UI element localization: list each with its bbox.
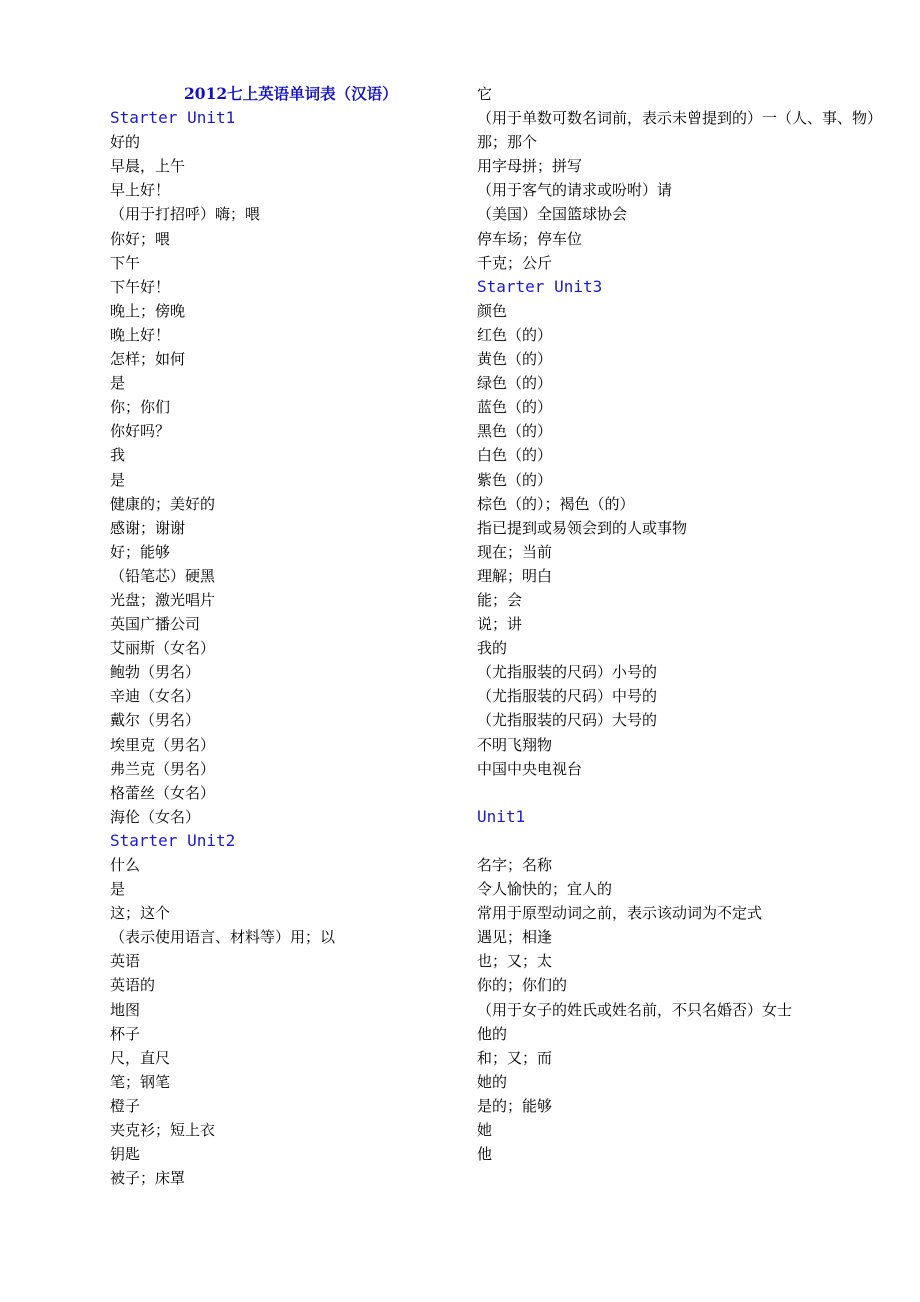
list-item: 他 (477, 1145, 493, 1164)
list-item: 被子；床罩 (110, 1169, 186, 1188)
list-item: 颜色 (477, 301, 508, 320)
list-item: 晚上好！ (110, 325, 171, 344)
list-item: 他的 (477, 1024, 508, 1043)
list-item: 棕色（的）；褐色（的） (477, 494, 635, 513)
list-item: 用字母拼；拼写 (477, 157, 583, 176)
list-item: 能；会 (477, 590, 523, 609)
list-item: 停车场；停车位 (477, 229, 583, 248)
list-item: 它 (477, 85, 493, 103)
list-item: 健康的；美好的 (110, 494, 216, 513)
section-heading-unit1: Unit1 (477, 806, 526, 826)
list-item: （尤指服装的尺码）小号的 (477, 663, 658, 682)
left-column (110, 82, 460, 1190)
list-item: 英语 (110, 952, 141, 971)
list-item: 令人愉快的；宜人的 (477, 880, 613, 899)
list-item: 杯子 (110, 1024, 141, 1043)
list-item: 感谢；谢谢 (110, 518, 186, 537)
list-item: 指已提到或易领会到的人或事物 (477, 518, 688, 537)
list-item: 你的；你们的 (477, 976, 568, 995)
list-item: 怎样；如何 (110, 350, 186, 369)
list-item: 早上好！ (110, 181, 171, 200)
list-item: 尺，直尺 (110, 1048, 171, 1067)
section-heading-starter-unit1: Starter Unit1 (110, 108, 236, 128)
list-item: 辛迪（女名） (110, 687, 201, 706)
list-item: 艾丽斯（女名） (110, 639, 216, 658)
list-item: （尤指服装的尺码）中号的 (477, 687, 658, 706)
list-item: 紫色（的） (477, 470, 553, 489)
list-item: 她的 (477, 1072, 508, 1091)
list-item: 她 (477, 1121, 493, 1140)
list-item: 和；又；而 (477, 1048, 553, 1067)
list-item: 中国中央电视台 (477, 759, 583, 778)
list-item: 地图 (110, 1000, 141, 1019)
list-item: 蓝色（的） (477, 398, 553, 417)
list-item: 红色（的） (477, 325, 553, 344)
list-item: 你；你们 (110, 398, 171, 417)
list-item: 戴尔（男名） (110, 711, 201, 730)
list-item: （用于女子的姓氏或姓名前，不只名婚否）女士 (477, 1000, 793, 1019)
list-item: 橙子 (110, 1096, 141, 1115)
list-item: （用于单数可数名词前，表示未曾提到的）一（人、事、物） (477, 109, 883, 128)
page-title: 2012七上英语单词表（汉语） (184, 84, 398, 103)
list-item: 我 (110, 446, 126, 465)
list-item: 海伦（女名） (110, 807, 201, 826)
list-item: 遇见；相逢 (477, 928, 553, 947)
list-item: 晚上；傍晚 (110, 301, 186, 320)
list-item: （美国）全国篮球协会 (477, 205, 628, 224)
list-item: 千克；公斤 (477, 253, 553, 272)
list-item: 好；能够 (110, 542, 171, 561)
list-item: 英语的 (110, 976, 156, 995)
word-list-unit1 (477, 853, 887, 1166)
list-item: 鲍勃（男名） (110, 663, 201, 682)
list-item: 理解；明白 (477, 566, 553, 585)
list-item: 光盘；激光唱片 (110, 590, 216, 609)
list-item: 现在；当前 (477, 542, 553, 561)
list-item: 是的；能够 (477, 1096, 553, 1115)
word-list-starter-unit2-continued-a (477, 82, 887, 106)
list-item: 是 (110, 880, 126, 899)
list-item: 这；这个 (110, 904, 171, 923)
list-item: 名字；名称 (477, 856, 553, 874)
section-heading-starter-unit2: Starter Unit2 (110, 830, 236, 850)
list-item: 是 (110, 470, 126, 489)
list-item: 不明飞翔物 (477, 735, 553, 754)
list-item: （尤指服装的尺码）大号的 (477, 711, 658, 730)
list-item: 黄色（的） (477, 350, 553, 369)
list-item: 说；讲 (477, 615, 523, 634)
section-heading-starter-unit3: Starter Unit3 (477, 276, 603, 296)
list-item: 埃里克（男名） (110, 735, 216, 754)
list-item: 黑色（的） (477, 422, 553, 441)
list-item: 也；又；太 (477, 952, 553, 971)
list-item: 什么 (110, 856, 141, 874)
list-item: 你好；喂 (110, 229, 171, 248)
list-item: 钥匙 (110, 1145, 141, 1164)
list-item: 英国广播公司 (110, 615, 201, 634)
list-item: 你好吗？ (110, 422, 171, 441)
right-column (477, 82, 887, 1166)
word-list-starter-unit3 (477, 299, 887, 781)
list-item: 笔；钢笔 (110, 1072, 171, 1091)
list-item: 弗兰克（男名） (110, 759, 216, 778)
spacer (477, 829, 887, 853)
list-item: 下午 (110, 253, 141, 272)
list-item: 绿色（的） (477, 374, 553, 393)
list-item: 白色（的） (477, 446, 553, 465)
list-item: （表示使用语言、材料等）用；以 (110, 928, 336, 947)
word-list-starter-unit2-continued-b (477, 130, 887, 275)
list-item: 那；那个 (477, 133, 538, 152)
list-item: （铅笔芯）硬黑 (110, 566, 216, 585)
list-item: 格蕾丝（女名） (110, 783, 216, 802)
word-list-starter-unit1 (110, 130, 460, 829)
list-item: 早晨，上午 (110, 157, 186, 176)
list-item: 好的 (110, 133, 141, 152)
list-item: 我的 (477, 639, 508, 658)
spacer (477, 781, 887, 805)
list-item: （用于打招呼）嗨；喂 (110, 205, 261, 224)
list-item: （用于客气的请求或吩咐）请 (477, 181, 673, 200)
list-item: 下午好！ (110, 277, 171, 296)
word-list-starter-unit2 (110, 853, 460, 1190)
list-item: 夹克衫；短上衣 (110, 1121, 216, 1140)
list-item: 是 (110, 374, 126, 393)
list-item: 常用于原型动词之前，表示该动词为不定式 (477, 904, 763, 923)
